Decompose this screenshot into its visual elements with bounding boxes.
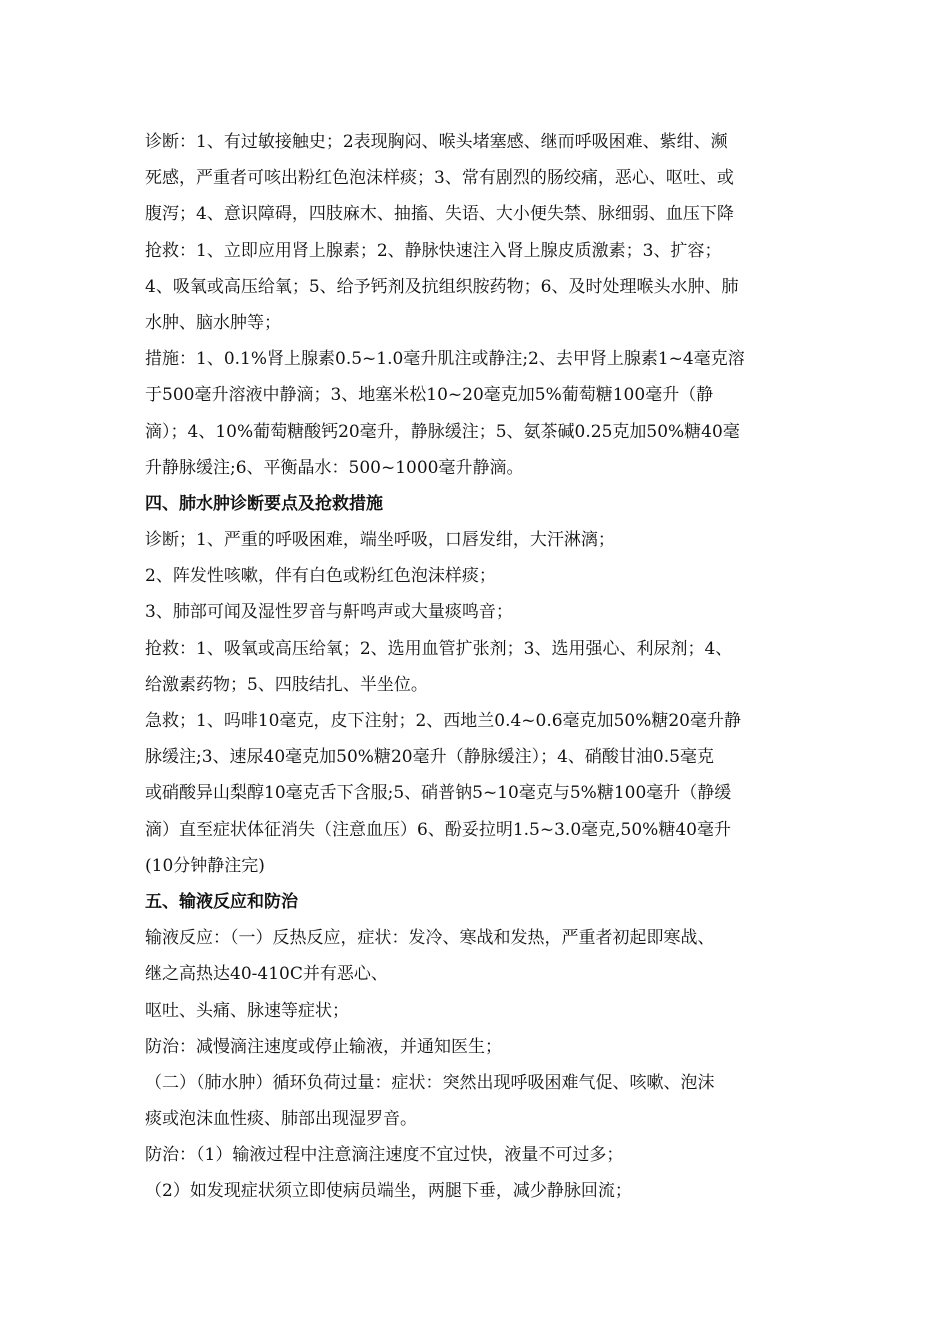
text-line: 措施：1、0.1%肾上腺素0.5~1.0毫升肌注或静注;2、去甲肾上腺素1~4毫克溶 — [145, 349, 745, 370]
text-line: 急救；1、吗啡10毫克，皮下注射；2、西地兰0.4~0.6毫克加50%糖20毫升静 — [145, 711, 741, 731]
text-line: 诊断；1、严重的呼吸困难，端坐呼吸，口唇发绀，大汗淋漓； — [145, 530, 615, 551]
text-line: 2、阵发性咳嗽，伴有白色或粉红色泡沫样痰； — [145, 566, 496, 587]
text-line: （2）如发现症状须立即使病员端坐，两腿下垂，减少静脉回流； — [145, 1181, 632, 1202]
text-line: 死感，严重者可咳出粉红色泡沫样痰；3、常有剧烈的肠绞痛，恶心、呕吐、或 — [145, 168, 734, 189]
text-line: 呕吐、头痛、脉速等症状； — [145, 1000, 349, 1021]
text-line: 4、吸氧或高压给氧；5、给予钙剂及抗组织胺药物；6、及时处理喉头水肿、肺 — [145, 276, 739, 297]
text-line: 滴）；4、10%葡萄糖酸钙20毫升，静脉缓注；5、氨茶碱0.25克加50%糖40毫 — [145, 421, 740, 442]
text-line: (10分钟静注完) — [145, 855, 265, 876]
text-line: （二）（肺水肿）循环负荷过量：症状：突然出现呼吸困难气促、咳嗽、泡沫 — [145, 1072, 715, 1093]
section-heading: 四、肺水肿诊断要点及抢救措施 — [145, 493, 383, 514]
text-line: 升静脉缓注;6、平衡晶水：500~1000毫升静滴。 — [145, 457, 524, 478]
text-line: 脉缓注;3、速尿40毫克加50%糖20毫升（静脉缓注）；4、硝酸甘油0.5毫克 — [145, 747, 714, 768]
document-body — [145, 124, 810, 1210]
text-line: 或硝酸异山梨醇10毫克舌下含服;5、硝普钠5~10毫克与5%糖100毫升（静缓 — [145, 783, 732, 804]
text-line: 给激素药物；5、四肢结扎、半坐位。 — [145, 674, 428, 695]
text-line: 输液反应：（一）反热反应，症状：发冷、寒战和发热，严重者初起即寒战、 — [145, 928, 715, 949]
text-line: 痰或泡沫血性痰、肺部出现湿罗音。 — [145, 1109, 417, 1130]
text-line: 于500毫升溶液中静滴；3、地塞米松10~20毫克加5%葡萄糖100毫升（静 — [145, 385, 714, 406]
section-heading: 五、输液反应和防治 — [145, 891, 298, 912]
text-line: 抢救：1、立即应用肾上腺素；2、静脉快速注入肾上腺皮质激素；3、扩容； — [145, 240, 722, 261]
text-line: 防治：减慢滴注速度或停止输液，并通知医生； — [145, 1036, 502, 1057]
text-line: 防治：（1）输液过程中注意滴注速度不宜过快，液量不可过多； — [145, 1145, 624, 1166]
text-line: 水肿、脑水肿等； — [145, 312, 281, 333]
text-line: 诊断：1、有过敏接触史；2表现胸闷、喉头堵塞感、继而呼吸困难、紫绀、濒 — [145, 132, 728, 152]
text-line: 继之高热达40-410C并有恶心、 — [145, 964, 388, 985]
text-line: 腹泻；4、意识障碍，四肢麻木、抽搐、失语、大小便失禁、脉细弱、血压下降 — [145, 204, 734, 225]
text-line: 抢救：1、吸氧或高压给氧；2、选用血管扩张剂；3、选用强心、利尿剂；4、 — [145, 638, 733, 659]
text-line: 滴）直至症状体征消失（注意血压）6、酚妥拉明1.5~3.0毫克,50%糖40毫升 — [145, 819, 731, 840]
text-line: 3、肺部可闻及湿性罗音与鼾鸣声或大量痰鸣音； — [145, 602, 513, 623]
